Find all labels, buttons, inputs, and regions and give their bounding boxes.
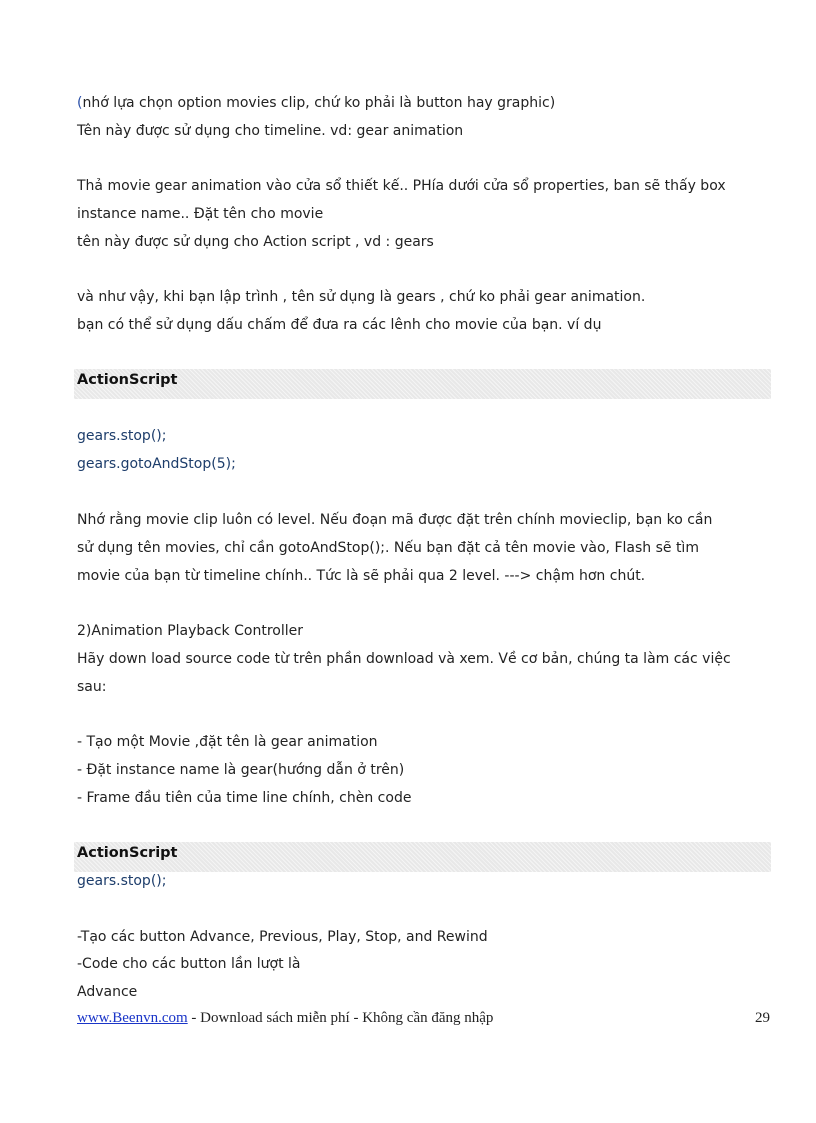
list-item: -Tạo các button Advance, Previous, Play, Stop, and Rewind bbox=[77, 929, 488, 945]
code-header-label: ActionScript bbox=[77, 372, 178, 388]
code-header-band bbox=[74, 842, 771, 872]
code-header-band bbox=[74, 369, 771, 399]
paragraph-line bbox=[77, 93, 555, 113]
paragraph-line: sau: bbox=[77, 679, 107, 695]
page-number: 29 bbox=[755, 1010, 770, 1026]
section-heading: 2)Animation Playback Controller bbox=[77, 623, 303, 639]
paragraph-text: nhớ lựa chọn option movies clip, chứ ko phải là button hay graphic) bbox=[82, 95, 556, 111]
code-header-label: ActionScript bbox=[77, 845, 178, 861]
paragraph-line: tên này được sử dụng cho Action script , vd : gears bbox=[77, 234, 434, 250]
paragraph-line: Nhớ rằng movie clip luôn có level. Nếu đoạn mã được đặt trên chính movieclip, bạn ko cần bbox=[77, 512, 713, 528]
list-item: -Code cho các button lần lượt là bbox=[77, 956, 301, 972]
list-item: - Tạo một Movie ,đặt tên là gear animation bbox=[77, 734, 378, 750]
footer-link[interactable]: www.Beenvn.com bbox=[77, 1010, 188, 1026]
code-line: gears.stop(); bbox=[77, 873, 167, 889]
paragraph-line: instance name.. Đặt tên cho movie bbox=[77, 206, 324, 222]
page-footer bbox=[77, 1010, 770, 1032]
paragraph-line: Thả movie gear animation vào cửa sổ thiết kế.. PHía dưới cửa sổ properties, ban sẽ thấy box bbox=[77, 178, 726, 194]
paragraph-line: và như vậy, khi bạn lập trình , tên sử dụng là gears , chứ ko phải gear animation. bbox=[77, 289, 646, 305]
paragraph-line: Advance bbox=[77, 984, 138, 1000]
paragraph-line: movie của bạn từ timeline chính.. Tức là sẽ phải qua 2 level. ---> chậm hơn chút. bbox=[77, 568, 646, 584]
paragraph-line: Hãy down load source code từ trên phần download và xem. Về cơ bản, chúng ta làm các việc bbox=[77, 651, 731, 667]
footer-text: - Download sách miễn phí - Không cần đăng nhập bbox=[187, 1010, 494, 1026]
paragraph-line: sử dụng tên movies, chỉ cần gotoAndStop();. Nếu bạn đặt cả tên movie vào, Flash sẽ tìm bbox=[77, 540, 699, 556]
paragraph-line: bạn có thể sử dụng dấu chấm để đưa ra các lênh cho movie của bạn. ví dụ bbox=[77, 317, 602, 333]
paragraph-line: Tên này được sử dụng cho timeline. vd: gear animation bbox=[77, 123, 464, 139]
open-paren: ( bbox=[77, 95, 83, 111]
code-line: gears.gotoAndStop(5); bbox=[77, 456, 236, 472]
list-item: - Frame đầu tiên của time line chính, chèn code bbox=[77, 790, 412, 806]
code-line: gears.stop(); bbox=[77, 428, 167, 444]
list-item: - Đặt instance name là gear(hướng dẫn ở trên) bbox=[77, 762, 405, 778]
